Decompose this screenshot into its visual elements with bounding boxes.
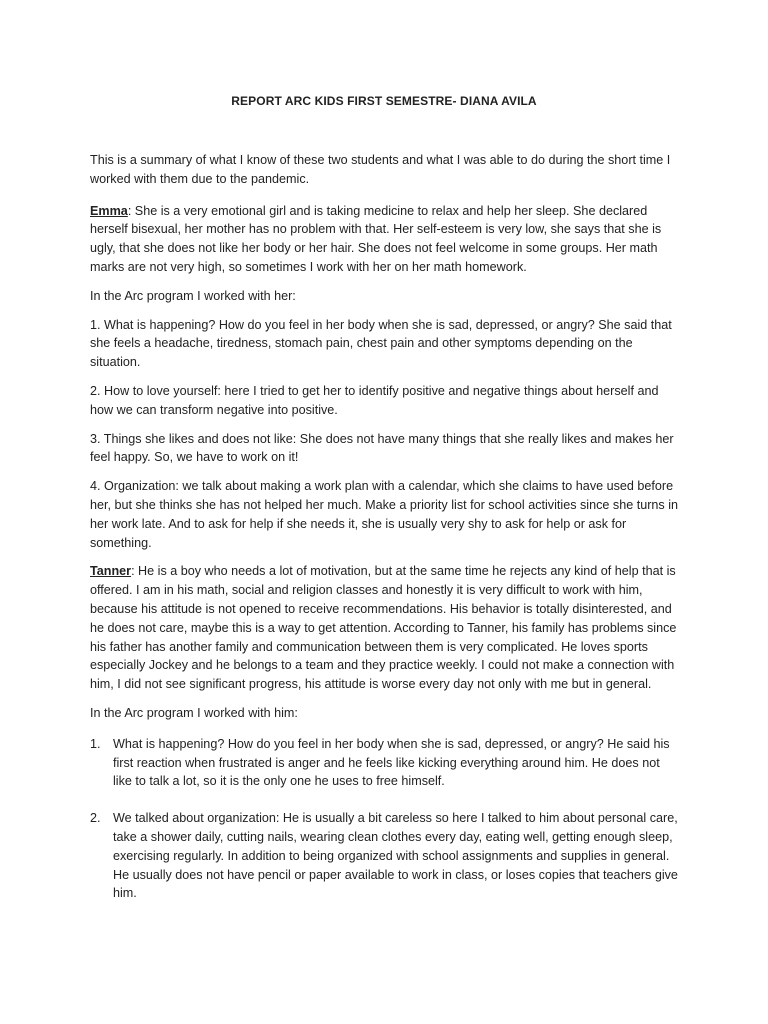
- emma-item-1: 1. What is happening? How do you feel in her body when she is sad, depressed, or angry? She said that she feels a headache, tiredness, stomach pain, chest pain and other symptoms depending on the situation.: [90, 317, 672, 370]
- emma-description: : She is a very emotional girl and is taking medicine to relax and help her sleep. She declared herself bisexual, her mother has no problem with that. Her self-esteem is very low, she says that she is ugly, that she does not like her body or her hair. She does not feel welcome in some groups. Her math marks are not very high, so sometimes I work with her on her math homework.: [90, 203, 662, 274]
- list-item-text: What is happening? How do you feel in her body when she is sad, depressed, or angry? He said his first reaction when frustrated is anger and he feels like kicking everything around him. He does not like to talk a lot, so it is the only one he uses to free himself.: [113, 736, 670, 789]
- student-name-tanner: Tanner: [90, 564, 132, 579]
- emma-program-intro: In the Arc program I worked with her:: [90, 288, 296, 303]
- tanner-program-intro: In the Arc program I worked with him:: [90, 705, 298, 720]
- document-title: REPORT ARC KIDS FIRST SEMESTRE- DIANA AVILA: [231, 94, 537, 108]
- list-item-text: We talked about organization: He is usually a bit careless so here I talked to him about personal care, take a shower daily, cutting nails, wearing clean clothes every day, eating well, getting enough sleep, exercising regularly. In addition to being organized with school assignments and supplies in general. He usually does not have pencil or paper available to work in class, or loses copies that teachers give him.: [113, 811, 678, 901]
- tanner-description: : He is a boy who needs a lot of motivation, but at the same time he rejects any kind of help that is offered. I am in his math, social and religion classes and honestly it is very difficult to work with him, because his attitude is not opened to receive recommendations. His behavior is totally disinterested, and he does not care, maybe this is a way to get attention. According to Tanner, his family has problems since his father has another family and communication between them is very complicated. He loves sports especially Jockey and he belongs to a team and they practice weekly. I could not make a connection with him, I did not see significant progress, his attitude is worse every day not only with me but in general.: [90, 564, 677, 692]
- emma-item-2: 2. How to love yourself: here I tried to get her to identify positive and negative things about herself and how we can transform negative into positive.: [90, 383, 659, 417]
- student-name-emma: Emma: [90, 203, 128, 218]
- emma-paragraph: [90, 202, 680, 277]
- emma-item-3: 3. Things she likes and does not like: She does not have many things that she really likes and makes her feel happy. So, we have to work on it!: [90, 431, 674, 465]
- list-number: 2.: [90, 811, 101, 826]
- tanner-item-1: [90, 735, 680, 791]
- list-number: 1.: [90, 736, 101, 751]
- emma-item-4: 4. Organization: we talk about making a work plan with a calendar, which she claims to have used before her, but she thinks she has not helped her much. Make a priority list for school activities since she turns in her work late. And to ask for help if she needs it, she is usually very shy to ask for help or ask for something.: [90, 479, 679, 550]
- tanner-paragraph: [90, 562, 680, 694]
- tanner-item-2: [90, 809, 680, 903]
- tanner-list: [90, 735, 680, 903]
- document-body: [90, 151, 680, 921]
- intro-paragraph: This is a summary of what I know of these two students and what I was able to do during the short time I worked with them due to the pandemic.: [90, 153, 671, 186]
